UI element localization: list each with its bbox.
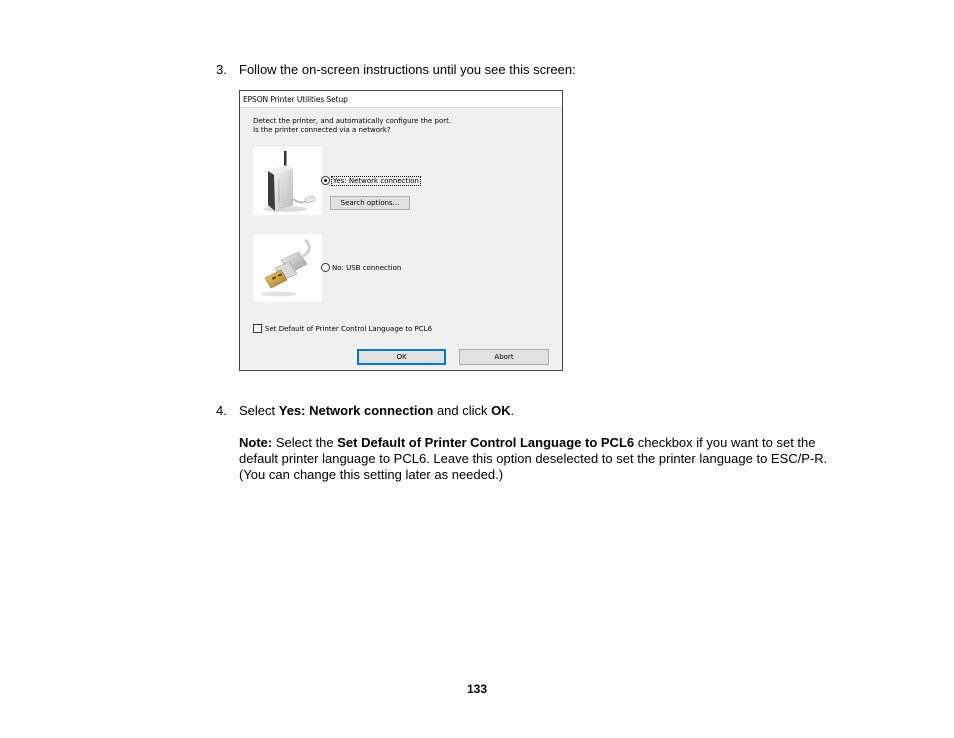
step-4-network-option: Yes: Network connection — [278, 403, 434, 418]
note-prefix: Select the — [272, 435, 338, 450]
ok-button[interactable] — [357, 349, 446, 365]
search-options-label: Search options... — [340, 199, 400, 207]
dialog-title: EPSON Printer Utilities Setup — [243, 95, 348, 104]
note-label: Note: — [239, 435, 273, 450]
step-4-middle: and click — [433, 403, 492, 418]
pcl6-checkbox[interactable] — [253, 324, 262, 333]
usb-radio-button[interactable] — [321, 263, 330, 272]
step-4-number: 4. — [216, 403, 227, 418]
note-checkbox-name: Set Default of Printer Control Language to PCL6 — [337, 435, 635, 450]
pcl6-default-option[interactable] — [253, 324, 432, 333]
router-icon — [253, 147, 322, 215]
dialog-description — [253, 117, 451, 135]
abort-button[interactable] — [459, 349, 549, 365]
usb-connection-option[interactable] — [321, 263, 401, 272]
network-radio-button[interactable] — [321, 176, 330, 185]
step-3-number: 3. — [216, 62, 227, 77]
usb-option-label[interactable]: No: USB connection — [332, 263, 402, 272]
note-suffix: checkbox if you want to set the default printer language to PCL6. Leave this option deselected to set the printer language to ESC/P-R. (You can change this setting later as needed.) — [239, 435, 828, 482]
printer-setup-dialog — [239, 90, 563, 371]
network-router-image — [253, 147, 322, 215]
step-4-prefix: Select — [239, 403, 279, 418]
usb-plug-icon — [253, 234, 322, 302]
step-3-text: Follow the on-screen instructions until you see this screen: — [239, 62, 576, 77]
network-connection-option[interactable] — [321, 176, 420, 185]
network-option-label[interactable]: Yes: Network connection — [333, 176, 419, 185]
search-options-button[interactable] — [330, 196, 410, 210]
ok-button-label: OK — [396, 353, 407, 361]
usb-cable-image — [253, 234, 322, 302]
step-4-ok: OK — [491, 403, 511, 418]
description-line-2: Is the printer connected via a network? — [253, 126, 391, 134]
note-paragraph — [239, 435, 829, 483]
pcl6-checkbox-label[interactable]: Set Default of Printer Control Language to PCL6 — [265, 324, 433, 333]
step-4-text — [239, 403, 514, 419]
page-number: 133 — [466, 682, 488, 696]
abort-button-label: Abort — [494, 353, 514, 361]
step-4-suffix: . — [510, 403, 515, 418]
description-line-1: Detect the printer, and automatically configure the port. — [253, 117, 452, 125]
